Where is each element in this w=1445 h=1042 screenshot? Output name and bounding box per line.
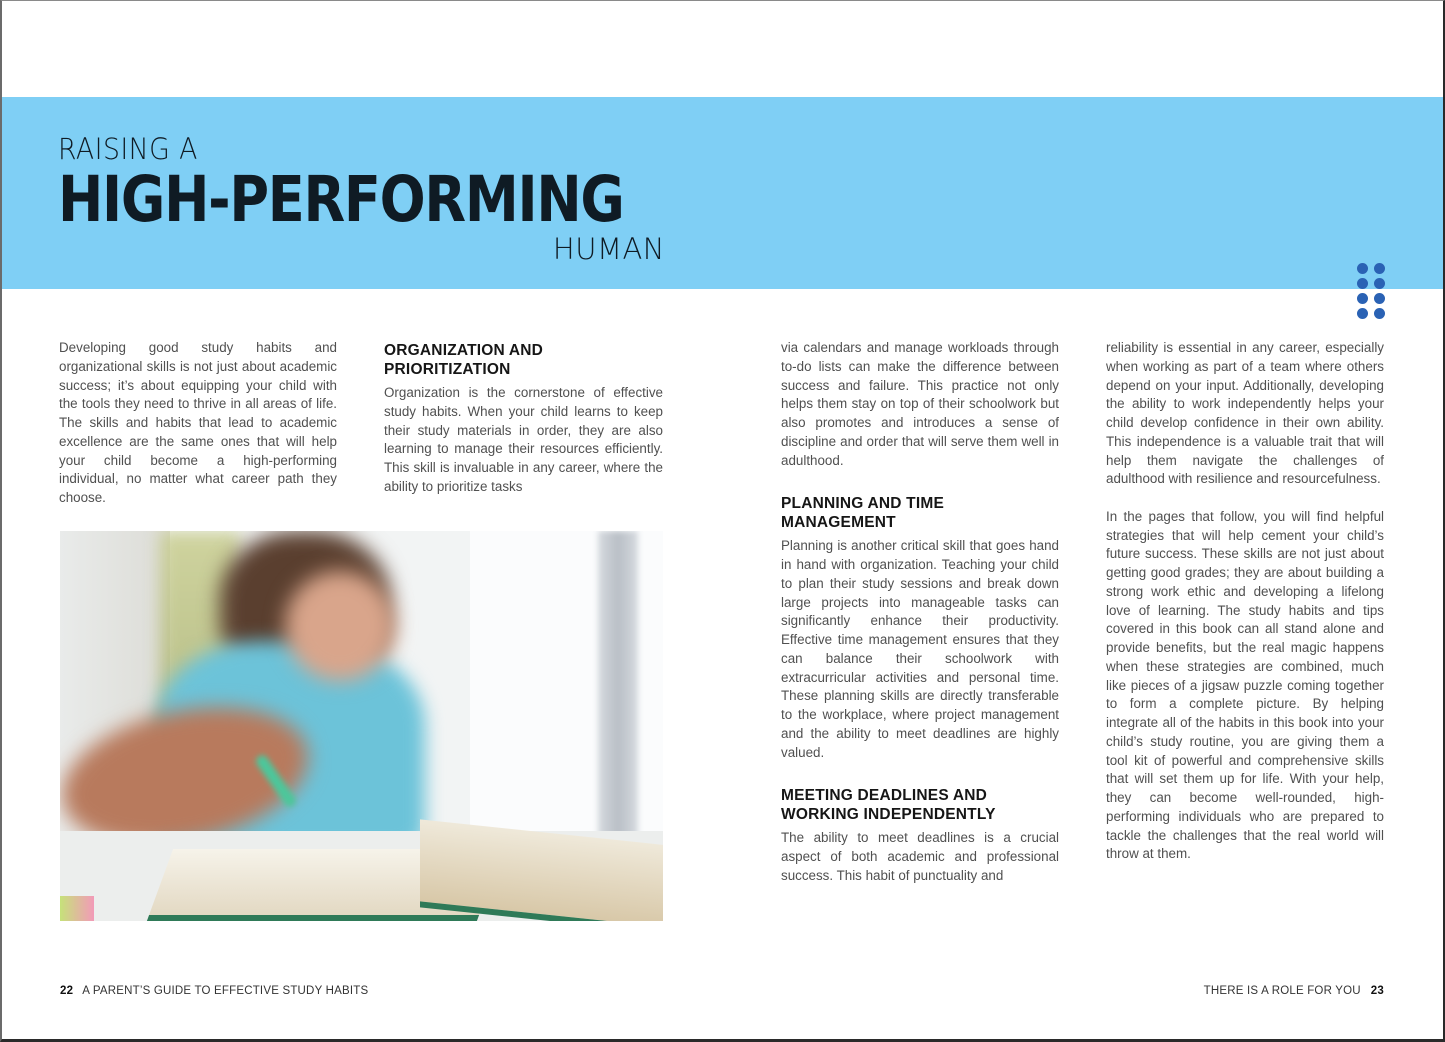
page-number-left: 22	[60, 985, 74, 997]
title-tail: HUMAN	[552, 232, 665, 266]
section-heading-organization: ORGANIZATION AND PRIORITIZATION	[384, 342, 544, 378]
organization-continuation: via calendars and manage workloads through to-do lists can make the difference between success and failure. This practice not only helps them stay on top of their schoolwork but also promotes and introduces a sense of discipline and order that will serve them well in adulthood.	[781, 340, 1059, 468]
section-heading-deadlines: MEETING DEADLINES AND WORKING INDEPENDENTLY	[781, 787, 996, 824]
page-number-right: 23	[1370, 985, 1384, 997]
section-heading-planning: PLANNING AND TIME MANAGEMENT	[781, 495, 944, 532]
column-intro	[59, 339, 337, 508]
closing-paragraph: In the pages that follow, you will find helpful strategies that will help cement your child’s future success. These skills are not just about getting good grades; they are about building a strong work ethic and developing a lifelong love of learning. The study habits and tips covered in this book can all stand alone and provide benefits, but the real magic happens when these strategies are combined, much like pieces of a jigsaw puzzle coming together to form a complete picture. By helping integrate all of the habits in this book into your child’s study routine, you are giving them a tool kit of powerful and comprehensive skills that will set them up for life. With your help, they can become well-rounded, high-performing individuals who are prepared to tackle the challenges that the real world will throw at them.	[1106, 508, 1384, 862]
running-title-right: THERE IS A ROLE FOR YOU	[1203, 985, 1361, 997]
title-kicker: RAISING A	[58, 132, 198, 166]
intro-paragraph: Developing good study habits and organizational skills is not just about academic success; it’s about equipping your child with the tools they need to thrive in all areas of life. The skills and habits that lead to academic excellence are the same ones that will help your child become a high-performing individual, no matter what career path they choose.	[59, 340, 337, 505]
footer-right	[1204, 985, 1384, 997]
column-organization	[384, 341, 663, 497]
organization-paragraph: Organization is the cornerstone of effective study habits. When your child learns to keep their study materials in order, they are also learning to manage their resources efficiently. This skill is invaluable in any career, where the ability to prioritize tasks	[384, 385, 663, 494]
column-planning	[781, 339, 1059, 886]
planning-paragraph: Planning is another critical skill that goes hand in hand with organization. Teaching your child to plan their study sessions and break down large projects into manageable tasks can significantly enhance their productivity. Effective time management ensures that they can balance their schoolwork with extracurricular activities and personal time. These planning skills are directly transferable to the workplace, where project management and the ability to meet deadlines are highly valued.	[781, 538, 1059, 760]
title-main: HIGH-PERFORMING	[58, 163, 624, 236]
running-title-left: A PARENT’S GUIDE TO EFFECTIVE STUDY HABITS	[82, 985, 369, 997]
page-title	[58, 132, 668, 266]
deadlines-continuation: reliability is essential in any career, especially when working as part of a team where others depend on your input. Additionally, developing the ability to work independently helps your child develop confidence in their own ability. This independence is a valuable trait that will help them navigate the challenges of adulthood with resilience and resourcefulness.	[1106, 340, 1384, 487]
column-conclusion	[1106, 339, 1384, 864]
dot-grid-icon	[1357, 263, 1387, 319]
deadlines-paragraph: The ability to meet deadlines is a crucial aspect of both academic and professional success. This habit of punctuality and	[781, 830, 1059, 883]
photo-girl-studying	[60, 531, 663, 921]
footer-left	[60, 985, 368, 997]
